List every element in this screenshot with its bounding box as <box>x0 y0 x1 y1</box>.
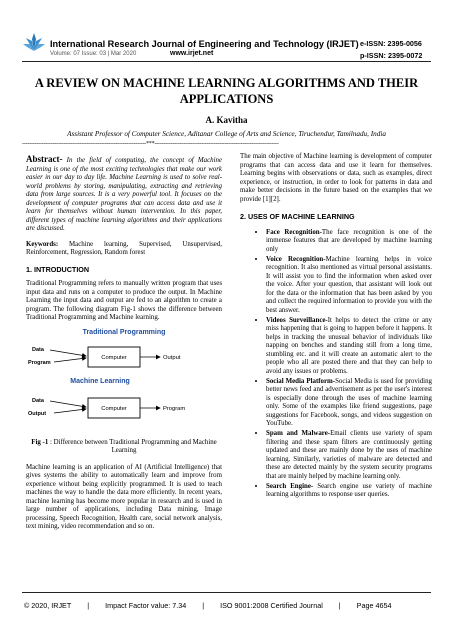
footer-copyright: © 2020, IRJET <box>24 601 72 610</box>
uses-heading: 2. USES OF MACHINE LEARNING <box>240 212 355 221</box>
e-issn: e-ISSN: 2395-0056 <box>360 39 422 48</box>
intro-paragraph-1: Traditional Programming refers to manually written program that uses input data and runs on a computer to produce the output. In Machine Learning the input data and output are fed to an algorithm to create a program. The following diagram Fig-1 shows the difference between Traditional Programming and Machine learning. <box>26 280 222 321</box>
abstract-heading: Abstract- <box>26 154 63 164</box>
journal-title: International Research Journal of Engineering and Technology (IRJET) <box>50 39 359 49</box>
list-item <box>266 377 432 429</box>
fig-ml-output-arrow <box>54 409 86 413</box>
footer <box>24 601 391 610</box>
use-title: Videos Surveillance- <box>266 316 328 324</box>
list-item <box>266 482 432 500</box>
use-title: Face Recognition- <box>266 228 322 236</box>
list-item <box>266 429 432 481</box>
intro-paragraph-2: Machine learning is an application of AI (Artificial Intelligence) that gives systems the ability to automatically learn and improve from experience without being explicitly programmed. It is used to teach machines the way to handle the data more efficiently. In recent years, machine learning has become more popular in research and is used in large number of applications, including Data mining, Image processing, Speech Recognition, Health care, social network analysis, text mining, video recommendation and so on. <box>26 463 222 530</box>
figure-caption <box>26 439 222 456</box>
use-text: Search engine use variety of machine learning algorithms to response user queries. <box>266 482 432 498</box>
fig-title-traditional: Traditional Programming <box>82 328 166 336</box>
intro-heading: 1. INTRODUCTION <box>26 264 90 274</box>
author-affiliation: Assistant Professor of Computer Science, Aditanar College of Arts and Science, Tiruchendur, Tamilnadu, India <box>67 130 386 138</box>
use-text: It helps to detect the crime or any miss happening that is going to happen before it happens. It helps in tracking the unusual behavior of individuals like napping on benches and standing still from a long time, stumbling etc. and it will create an automatic alert to the people who all are posted there and that they can help to avoid any issues or problems. <box>266 316 432 375</box>
fig-trad-computer-label: Computer <box>101 354 127 361</box>
use-title: Voice Recognition- <box>266 255 326 263</box>
right-column <box>240 153 432 500</box>
abstract-text: In the field of computing, the concept of Machine Learning is one of the most exciting technologies that make our work easier in our day to day life. Machine Learning is used to solve real-world problems by storing, manipulating, extracting and retrieving data from large sources. It is a very powerful tool. It focuses on the development of computer programs that can access data and use it learn for themselves without human intervention. In this paper, different types of machine learning algorithms and their applications are discussed. <box>26 157 222 232</box>
footer-rule <box>22 592 431 593</box>
footer-divider: | <box>87 601 90 610</box>
left-column <box>26 155 222 532</box>
uses-list <box>240 228 432 500</box>
footer-divider: | <box>202 601 205 610</box>
use-title: Spam and Malware- <box>266 430 331 437</box>
figure-1 <box>26 325 222 435</box>
fig-ml-computer-label: Computer <box>101 405 127 412</box>
irjet-logo-icon <box>22 30 46 54</box>
journal-website[interactable]: www.irjet.net <box>170 50 214 57</box>
fig-trad-data-arrow <box>50 350 86 356</box>
use-text: Machine learning helps in voice recognition. It also mentioned as virtual personal assistants. It will assist you to find the information when asked over the voice. After your question, that assistant will look out for the data or the information that has been asked by you and collect the required information to provide you with the best answer. <box>266 255 432 314</box>
p-issn: p-ISSN: 2395-0072 <box>360 51 423 60</box>
footer-impact-factor: Impact Factor value: 7.34 <box>105 601 187 610</box>
fig-ml-data-label: Data <box>32 397 44 404</box>
figure-caption-text: : Difference between Traditional Programming and Machine Learning <box>48 438 217 454</box>
fig-ml-data-arrow <box>50 401 86 407</box>
fig-ml-program-label: Program <box>163 405 186 412</box>
abstract <box>26 155 222 234</box>
list-item <box>266 255 432 316</box>
figure-diagram <box>26 325 222 435</box>
section-separator: ---------------------------------------------------------------------***--------------------------------------------------------------------- <box>22 141 279 147</box>
author-name: A. Kavitha <box>205 115 248 125</box>
volume-issue: Volume: 07 Issue: 03 | Mar 2020 <box>50 51 137 57</box>
keywords <box>26 241 222 258</box>
footer-divider: | <box>338 601 341 610</box>
objective-paragraph: The main objective of Machine learning is development of computer programs that can access data and use it learn for themselves. Learning begins with observations or data, such as examples, direct experience, or instruction, in order to look for patterns in data and make better decisions in the future based on the examples that we provide [1][2]. <box>240 153 432 203</box>
fig-trad-program-arrow <box>54 358 86 362</box>
footer-iso: ISO 9001:2008 Certified Journal <box>220 601 323 610</box>
use-text: Social Media is used for providing better news feed and advertisement as per the user's interest is especially done through the uses of machine learning only. Some of the examples like friend suggestions, page suggestions for Facebook, songs, and videos suggestion on YouTube. <box>266 377 432 427</box>
figure-caption-label: Fig -1 <box>31 438 49 446</box>
keywords-label: Keywords: <box>26 240 59 248</box>
footer-page-number: Page 4654 <box>356 601 392 610</box>
use-title: Social Media Platform- <box>266 377 336 385</box>
use-title: Search Engine- <box>266 482 314 490</box>
fig-title-ml: Machine Learning <box>70 377 130 385</box>
use-text: The face recognition is one of the immense features that are developed by machine learning only <box>266 228 432 253</box>
fig-trad-data-label: Data <box>32 346 44 353</box>
use-text: Email clients use variety of spam filtering and these spam filters are continuously getting updated and these are mainly done by the uses of machine learning. Similarly, varieties of malware are detected and these are detected mainly by the system security programs that are mainly helped by machine learning only. <box>266 430 432 480</box>
fig-trad-output-label: Output <box>163 354 181 361</box>
keywords-text: Machine learning, Supervised, Unsupervised, Reinforcement, Regression, Random forest <box>26 240 222 256</box>
list-item <box>266 228 432 255</box>
fig-ml-output-label: Output <box>28 410 47 417</box>
paper-title: A REVIEW ON MACHINE LEARNING ALGORITHMS AND THEIR APPLICATIONS <box>34 76 419 106</box>
header-rule <box>22 61 431 62</box>
fig-trad-program-label: Program <box>28 359 51 366</box>
list-item <box>266 316 432 377</box>
